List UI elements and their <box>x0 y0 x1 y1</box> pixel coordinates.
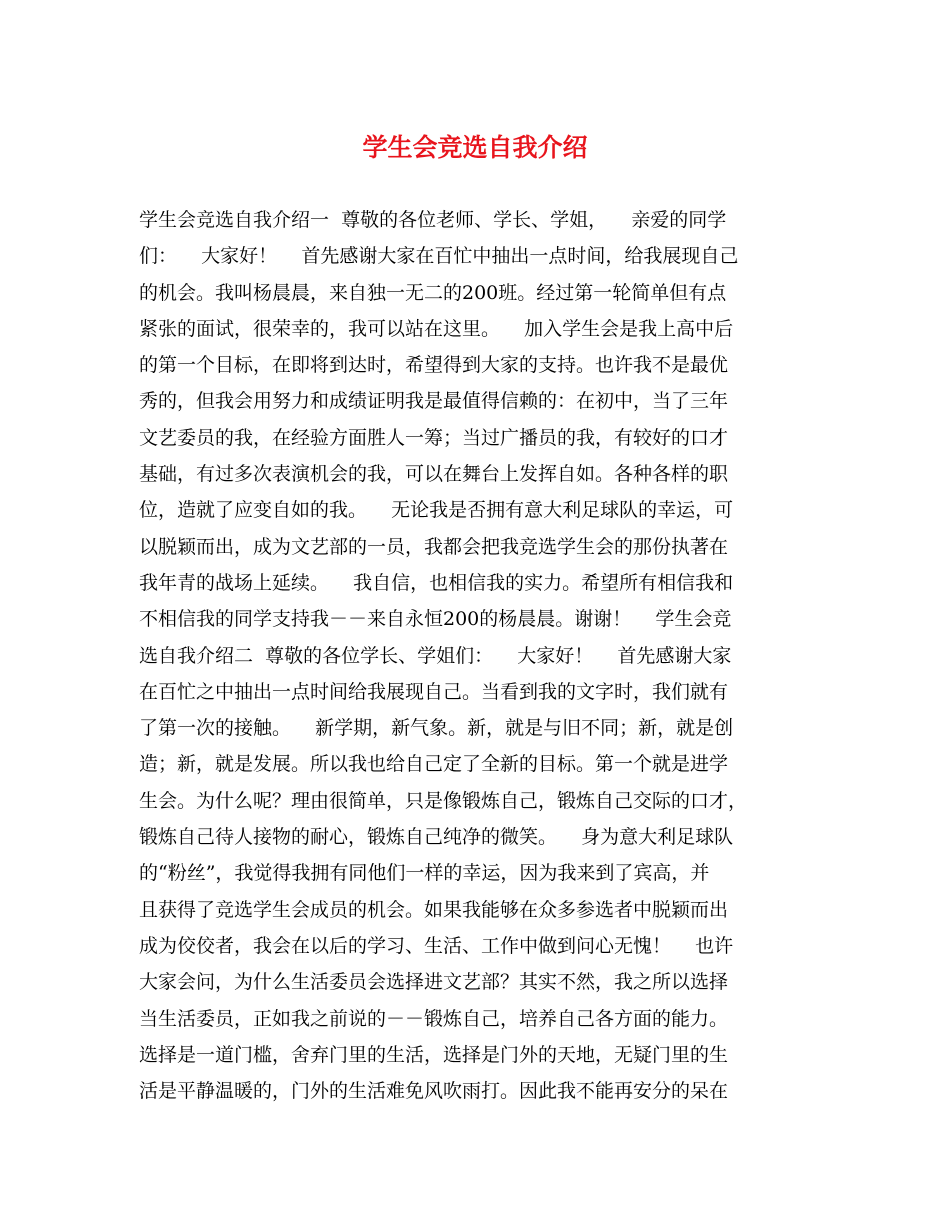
body-text-line: 的第一个目标，在即将到达时，希望得到大家的支持。也许我不是最优 <box>139 354 729 377</box>
body-text-line: 选自我介绍二 尊敬的各位学长、学姐们： 大家好！ 首先感谢大家 <box>139 644 732 667</box>
body-text-line: 了第一次的接触。 新学期，新气象。新，就是与旧不同；新，就是创 <box>139 717 734 740</box>
body-text-line: 秀的，但我会用努力和成绩证明我是最值得信赖的：在初中，当了三年 <box>139 390 729 413</box>
body-text-line: 们： 大家好！ 首先感谢大家在百忙中抽出一点时间，给我展现自己 <box>139 245 739 268</box>
body-text-line: 锻炼自己待人接物的耐心，锻炼自己纯净的微笑。 身为意大利足球队 <box>139 826 734 849</box>
body-text-line: 生会。为什么呢？理由很简单，只是像锻炼自己，锻炼自己交际的口才， <box>139 789 748 812</box>
document-body <box>139 202 815 1109</box>
body-text-line: 文艺委员的我，在经验方面胜人一筹；当过广播员的我，有较好的口才 <box>139 426 729 449</box>
body-text-line: 在百忙之中抽出一点时间给我展现自己。当看到我的文字时，我们就有 <box>139 680 729 703</box>
body-text-line: 选择是一道门槛，舍弃门里的生活，选择是门外的天地，无疑门里的生 <box>139 1043 729 1066</box>
body-text-line: 不相信我的同学支持我－－来自永恒200的杨晨晨。谢谢！ 学生会竞 <box>139 608 732 631</box>
body-text-line: 造；新，就是发展。所以我也给自己定了全新的目标。第一个就是进学 <box>139 753 729 776</box>
body-text-line: 大家会问，为什么生活委员会选择进文艺部？其实不然，我之所以选择 <box>139 971 729 994</box>
body-text-line: 我年青的战场上延续。 我自信，也相信我的实力。希望所有相信我和 <box>139 571 734 594</box>
body-text-line: 且获得了竞选学生会成员的机会。如果我能够在众多参选者中脱颖而出 <box>139 898 729 921</box>
body-text-line: 学生会竞选自我介绍一 尊敬的各位老师、学长、学姐， 亲爱的同学 <box>139 209 727 231</box>
body-text-line: 成为佼佼者，我会在以后的学习、生活、工作中做到问心无愧！ 也许 <box>139 934 734 957</box>
body-text-line: 位，造就了应变自如的我。 无论我是否拥有意大利足球队的幸运，可 <box>139 499 734 522</box>
body-text-line: 的“粉丝”，我觉得我拥有同他们一样的幸运，因为我来到了宾高，并 <box>139 862 710 885</box>
body-text-line: 的机会。我叫杨晨晨，来自独一无二的200班。经过第一轮简单但有点 <box>139 281 727 304</box>
body-text-line: 活是平静温暖的，门外的生活难免风吹雨打。因此我不能再安分的呆在 <box>139 1080 729 1103</box>
body-text-line: 当生活委员，正如我之前说的－－锻炼自己，培养自己各方面的能力。 <box>139 1007 729 1030</box>
body-text-line: 以脱颖而出，成为文艺部的一员，我都会把我竞选学生会的那份执著在 <box>139 535 729 558</box>
document-title: 学生会竞选自我介绍 <box>362 133 588 162</box>
body-text-line: 基础，有过多次表演机会的我，可以在舞台上发挥自如。各种各样的职 <box>139 463 729 486</box>
body-text-line: 紧张的面试，很荣幸的，我可以站在这里。 加入学生会是我上高中后 <box>139 317 734 340</box>
